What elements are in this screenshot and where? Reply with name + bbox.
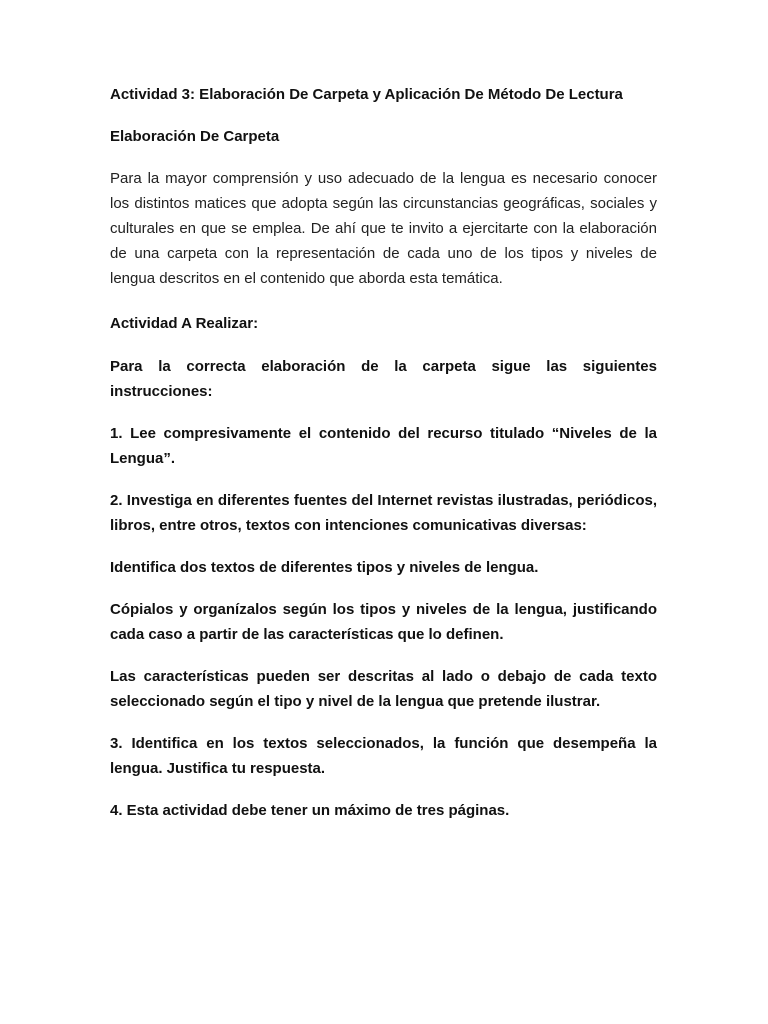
document-content: [110, 82, 657, 823]
instruction-intro: Para la correcta elaboración de la carpeta sigue las siguientes instrucciones:: [110, 358, 657, 400]
step-3: 3. Identifica en los textos seleccionados, la función que desempeña la lengua. Justifica tu respuesta.: [110, 735, 657, 777]
document-title: Actividad 3: Elaboración De Carpeta y Aplicación De Método De Lectura: [110, 86, 623, 103]
section-heading: Elaboración De Carpeta: [110, 128, 280, 145]
sub-instruction-3: Las características pueden ser descritas al lado o debajo de cada texto seleccionado según el tipo y nivel de la lengua que pretende ilustrar.: [110, 668, 657, 710]
step-1: 1. Lee compresivamente el contenido del recurso titulado “Niveles de la Lengua”.: [110, 425, 657, 467]
step-4: 4. Esta actividad debe tener un máximo de tres páginas.: [110, 802, 510, 819]
sub-instruction-1: Identifica dos textos de diferentes tipos y niveles de lengua.: [110, 559, 539, 576]
sub-instruction-2: Cópialos y organízalos según los tipos y niveles de la lengua, justificando cada caso a partir de las características que lo definen.: [110, 601, 657, 643]
intro-paragraph: Para la mayor comprensión y uso adecuado de la lengua es necesario conocer los distintos matices que adopta según las circunstancias geográficas, sociales y culturales en que se emplea. De ahí que te invito a ejercitarte con la elaboración de una carpeta con la representación de cada uno de los tipos y niveles de lengua descritos en el contenido que aborda esta temática.: [110, 170, 657, 287]
step-2: 2. Investiga en diferentes fuentes del Internet revistas ilustradas, periódicos, libros, entre otros, textos con intenciones comunicativas diversas:: [110, 492, 657, 534]
activity-heading: Actividad A Realizar:: [110, 315, 259, 332]
